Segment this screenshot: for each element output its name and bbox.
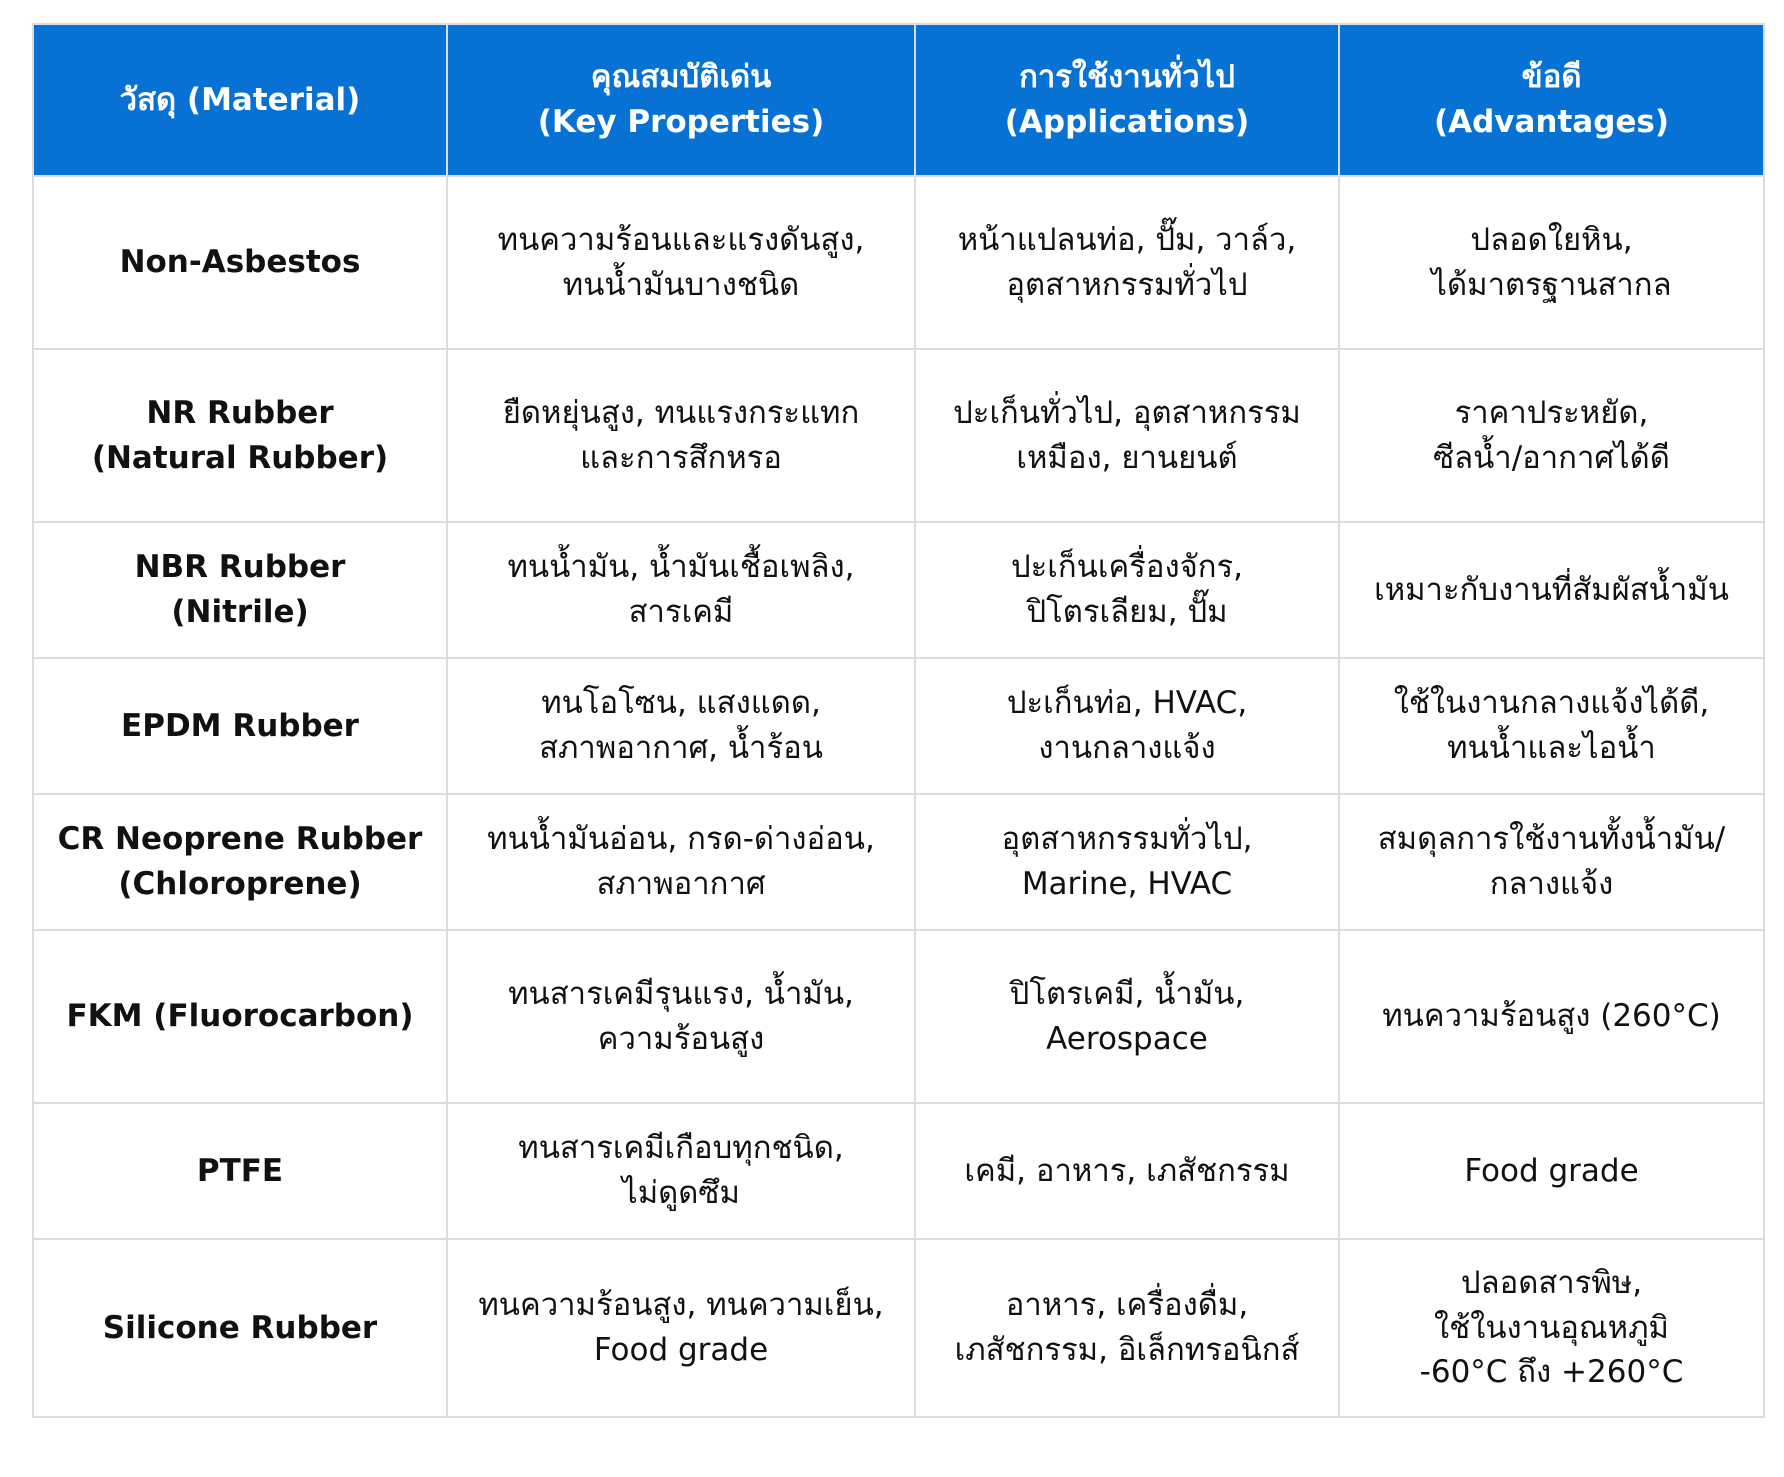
applications-line: ปะเก็นทั่วไป, อุตสาหกรรม — [953, 394, 1301, 431]
properties-cell — [447, 1239, 915, 1417]
applications-cell — [915, 349, 1339, 522]
advantages-line: ปลอดใยหิน, — [1470, 221, 1633, 258]
header-material — [33, 24, 447, 176]
material-cell — [33, 1239, 447, 1417]
material-cell — [33, 658, 447, 794]
applications-line: งานกลางแจ้ง — [1038, 730, 1216, 766]
header-advantages — [1339, 24, 1764, 176]
properties-line: และการสึกหรอ — [580, 439, 782, 476]
material-name: CR Neoprene Rubber — [57, 821, 423, 858]
header-applications — [915, 24, 1339, 176]
advantages-line: ใช้ในงานอุณหภูมิ — [1434, 1309, 1669, 1346]
material-cell — [33, 176, 447, 349]
advantages-line: ทนน้ำและไอน้ำ — [1447, 730, 1656, 766]
applications-line: อุตสาหกรรมทั่วไป — [1006, 266, 1248, 303]
material-name: PTFE — [196, 1152, 284, 1189]
advantages-line: -60°C ถึง +260°C — [1419, 1354, 1684, 1391]
header-key-properties-english: (Key Properties) — [537, 104, 825, 140]
applications-cell — [915, 176, 1339, 349]
advantages-line: ปลอดสารพิษ, — [1460, 1264, 1643, 1301]
header-applications-english: (Applications) — [1004, 104, 1250, 140]
applications-line: ปะเก็นท่อ, HVAC, — [1006, 685, 1248, 722]
properties-cell — [447, 1103, 915, 1239]
applications-line: Marine, HVAC — [1021, 866, 1233, 902]
material-cell — [33, 794, 447, 930]
table-body — [33, 176, 1764, 1417]
applications-line: เภสัชกรรม, อิเล็กทรอนิกส์ — [954, 1332, 1300, 1368]
properties-line: ไม่ดูดซึม — [622, 1175, 740, 1211]
material-name: Silicone Rubber — [102, 1309, 378, 1346]
material-cell — [33, 522, 447, 658]
properties-line: ความร้อนสูง — [597, 1020, 765, 1057]
material-cell — [33, 349, 447, 522]
header-key-properties — [447, 24, 915, 176]
header-advantages-thai: ข้อดี — [1521, 59, 1582, 96]
properties-cell — [447, 522, 915, 658]
advantages-line: สมดุลการใช้งานทั้งน้ำมัน/ — [1377, 821, 1726, 858]
applications-cell — [915, 1239, 1339, 1417]
material-cell — [33, 1103, 447, 1239]
header-material-label: วัสดุ (Material) — [119, 81, 361, 118]
table-row — [33, 1239, 1764, 1417]
material-subname: (Nitrile) — [171, 594, 309, 630]
properties-cell — [447, 176, 915, 349]
material-name: Non-Asbestos — [119, 244, 361, 281]
materials-comparison-table — [32, 23, 1765, 1418]
properties-cell — [447, 349, 915, 522]
properties-line: สภาพอากาศ, น้ำร้อน — [539, 730, 823, 766]
material-name: FKM (Fluorocarbon) — [66, 998, 414, 1035]
header-applications-thai: การใช้งานทั่วไป — [1019, 59, 1235, 96]
applications-cell — [915, 794, 1339, 930]
table-row — [33, 1103, 1764, 1239]
applications-line: เคมี, อาหาร, เภสัชกรรม — [964, 1152, 1290, 1189]
properties-line: ทนน้ำมันบางชนิด — [562, 266, 800, 303]
advantages-line: Food grade — [1464, 1152, 1639, 1189]
properties-cell — [447, 658, 915, 794]
table-row — [33, 176, 1764, 349]
advantages-cell — [1339, 1103, 1764, 1239]
applications-cell — [915, 1103, 1339, 1239]
properties-line: ทนน้ำมันอ่อน, กรด-ด่างอ่อน, — [487, 821, 875, 858]
material-name: NBR Rubber — [134, 549, 346, 586]
advantages-line: กลางแจ้ง — [1489, 866, 1614, 902]
properties-line: สารเคมี — [628, 594, 734, 630]
properties-line: ทนสารเคมีรุนแรง, น้ำมัน, — [508, 975, 854, 1012]
material-name: EPDM Rubber — [121, 707, 359, 744]
header-advantages-english: (Advantages) — [1433, 104, 1670, 140]
applications-cell — [915, 658, 1339, 794]
properties-line: ยืดหยุ่นสูง, ทนแรงกระแทก — [502, 394, 860, 431]
properties-line: ทนโอโซน, แสงแดด, — [541, 685, 821, 722]
properties-line: ทนความร้อนและแรงดันสูง, — [497, 221, 865, 258]
properties-cell — [447, 794, 915, 930]
properties-cell — [447, 930, 915, 1103]
properties-line: ทนน้ำมัน, น้ำมันเชื้อเพลิง, — [507, 549, 855, 586]
advantages-cell — [1339, 349, 1764, 522]
advantages-line: ราคาประหยัด, — [1454, 394, 1649, 431]
applications-cell — [915, 930, 1339, 1103]
advantages-cell — [1339, 1239, 1764, 1417]
advantages-cell — [1339, 794, 1764, 930]
properties-line: สภาพอากาศ — [596, 866, 766, 902]
applications-line: Aerospace — [1046, 1020, 1208, 1057]
properties-line: ทนสารเคมีเกือบทุกชนิด, — [518, 1130, 844, 1167]
material-name: NR Rubber — [146, 394, 334, 431]
applications-line: เหมือง, ยานยนต์ — [1016, 439, 1238, 476]
material-subname: (Natural Rubber) — [91, 439, 389, 476]
advantages-line: ทนความร้อนสูง (260°C) — [1382, 998, 1721, 1035]
advantages-cell — [1339, 176, 1764, 349]
advantages-line: ใช้ในงานกลางแจ้งได้ดี, — [1393, 685, 1710, 722]
table-row — [33, 794, 1764, 930]
advantages-line: ได้มาตรฐานสากล — [1431, 266, 1672, 303]
advantages-cell — [1339, 658, 1764, 794]
materials-comparison-table-container — [32, 23, 1763, 1418]
advantages-cell — [1339, 522, 1764, 658]
advantages-line: เหมาะกับงานที่สัมผัสน้ำมัน — [1374, 571, 1729, 608]
table-row — [33, 349, 1764, 522]
table-header-row — [33, 24, 1764, 176]
properties-line: Food grade — [593, 1332, 769, 1368]
table-row — [33, 522, 1764, 658]
advantages-cell — [1339, 930, 1764, 1103]
applications-line: ปะเก็นเครื่องจักร, — [1010, 549, 1244, 586]
applications-line: อาหาร, เครื่องดื่ม, — [1005, 1287, 1249, 1324]
table-row — [33, 930, 1764, 1103]
applications-line: หน้าแปลนท่อ, ปั๊ม, วาล์ว, — [957, 221, 1297, 258]
applications-line: อุตสาหกรรมทั่วไป, — [1001, 821, 1253, 858]
applications-line: ปิโตรเคมี, น้ำมัน, — [1009, 975, 1245, 1012]
material-subname: (Chloroprene) — [118, 866, 362, 902]
applications-line: ปิโตรเลียม, ปั๊ม — [1026, 594, 1228, 630]
advantages-line: ซีลน้ำ/อากาศได้ดี — [1433, 439, 1670, 476]
header-key-properties-thai: คุณสมบัติเด่น — [590, 59, 772, 96]
properties-line: ทนความร้อนสูง, ทนความเย็น, — [478, 1287, 884, 1324]
table-row — [33, 658, 1764, 794]
material-cell — [33, 930, 447, 1103]
applications-cell — [915, 522, 1339, 658]
